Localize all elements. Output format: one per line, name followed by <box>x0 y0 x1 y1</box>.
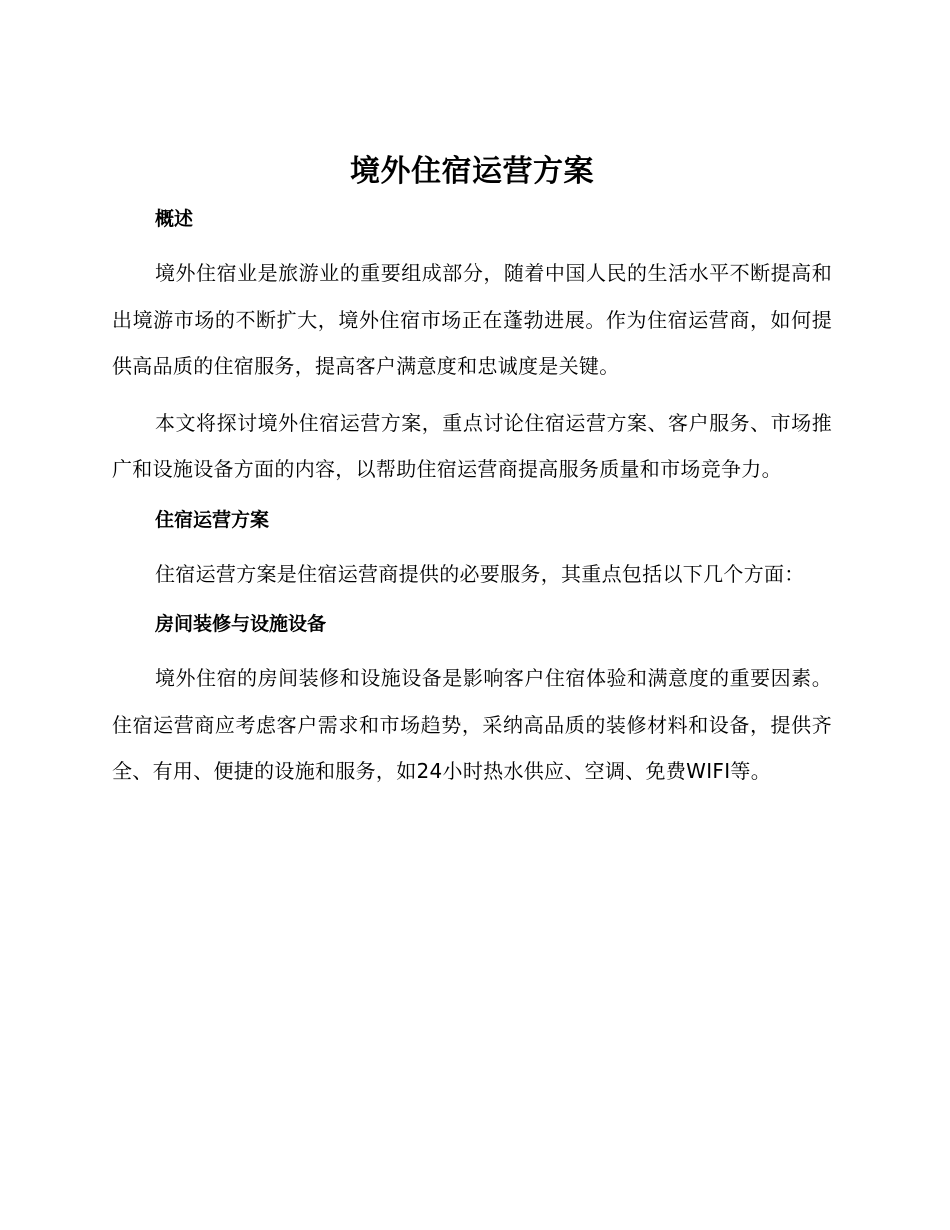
section-paragraph: 本文将探讨境外住宿运营方案，重点讨论住宿运营方案、客户服务、市场推广和设施设备方面的内容，以帮助住宿运营商提高服务质量和市场竞争力。 <box>112 410 832 481</box>
document-title: 境外住宿运营方案 <box>350 154 594 189</box>
section-room-facilities <box>112 607 832 795</box>
document-body <box>112 146 832 805</box>
section-paragraph: 境外住宿业是旅游业的重要组成部分，随着中国人民的生活水平不断提高和出境游市场的不断扩大，境外住宿市场正在蓬勃进展。作为住宿运营商，如何提供高品质的住宿服务，提高客户满意度和忠诚度是关键。 <box>112 261 832 378</box>
section-paragraph: 住宿运营方案是住宿运营商提供的必要服务，其重点包括以下几个方面： <box>155 561 805 586</box>
section-heading: 房间装修与设施设备 <box>155 613 327 635</box>
section-overview <box>112 202 832 493</box>
section-heading: 概述 <box>155 208 194 230</box>
section-paragraph: 境外住宿的房间装修和设施设备是影响客户住宿体验和满意度的重要因素。住宿运营商应考虑客户需求和市场趋势，采纳高品质的装修材料和设备，提供齐全、有用、便捷的设施和服务，如24小时热水供应、空调、免费WIFI等。 <box>112 666 832 783</box>
section-operation-plan <box>112 503 832 598</box>
section-heading: 住宿运营方案 <box>155 508 270 531</box>
